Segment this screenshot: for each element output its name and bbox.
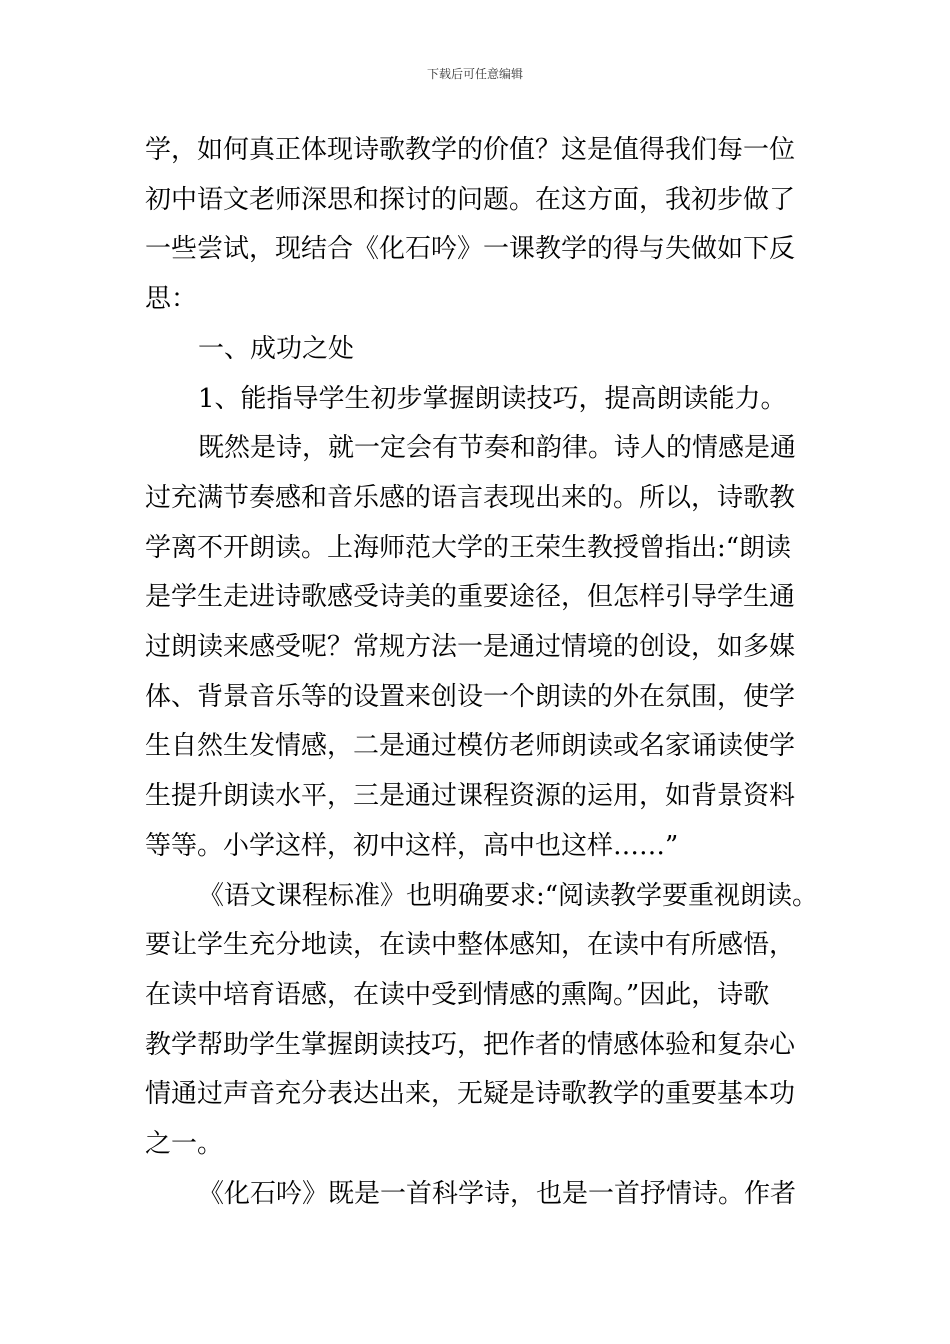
text-line: 一些尝试，现结合《化石吟》一课教学的得与失做如下反 (145, 234, 796, 264)
text-line: 一、成功之处 (198, 334, 355, 364)
text-line: 学，如何真正体现诗歌教学的价值？这是值得我们每一位 (145, 135, 796, 165)
text-line: 《语文课程标准》也明确要求:“阅读教学要重视朗读。 (198, 881, 819, 911)
text-line: 生自然生发情感，二是通过模仿老师朗读或名家诵读使学 (145, 731, 796, 761)
text-line: 学离不开朗读。上海师范大学的王荣生教授曾指出:“朗读 (145, 533, 792, 563)
text-line: 过朗读来感受呢？常规方法一是通过情境的创设，如多媒 (145, 632, 796, 662)
text-line: 等等。小学这样，初中这样，高中也这样……” (145, 831, 679, 861)
text-line: 在读中培育语感，在读中受到情感的熏陶。”因此，诗歌 (145, 980, 770, 1010)
text-line: 情通过声音充分表达出来，无疑是诗歌教学的重要基本功 (145, 1079, 796, 1109)
text-line: 体、背景音乐等的设置来创设一个朗读的外在氛围，使学 (145, 682, 796, 712)
text-line: 既然是诗，就一定会有节奏和韵律。诗人的情感是通 (198, 433, 797, 463)
text-line: 《化石吟》既是一首科学诗，也是一首抒情诗。作者 (198, 1179, 797, 1209)
text-line: 生提升朗读水平，三是通过课程资源的运用，如背景资料 (145, 781, 796, 811)
text-line: 初中语文老师深思和探讨的问题。在这方面，我初步做了 (145, 185, 796, 215)
text-line: 1、能指导学生初步掌握朗读技巧，提高朗读能力。 (198, 384, 787, 414)
text-line: 思： (145, 284, 198, 314)
text-line: 过充满节奏感和音乐感的语言表现出来的。所以，诗歌教 (145, 483, 796, 513)
text-line: 教学帮助学生掌握朗读技巧，把作者的情感体验和复杂心 (145, 1030, 796, 1060)
text-line: 是学生走进诗歌感受诗美的重要途径，但怎样引导学生通 (145, 582, 796, 612)
text-line: 之一。 (145, 1129, 224, 1159)
page-header: 下载后可任意编辑 (426, 67, 523, 81)
text-line: 要让学生充分地读，在读中整体感知，在读中有所感悟， (145, 930, 796, 960)
